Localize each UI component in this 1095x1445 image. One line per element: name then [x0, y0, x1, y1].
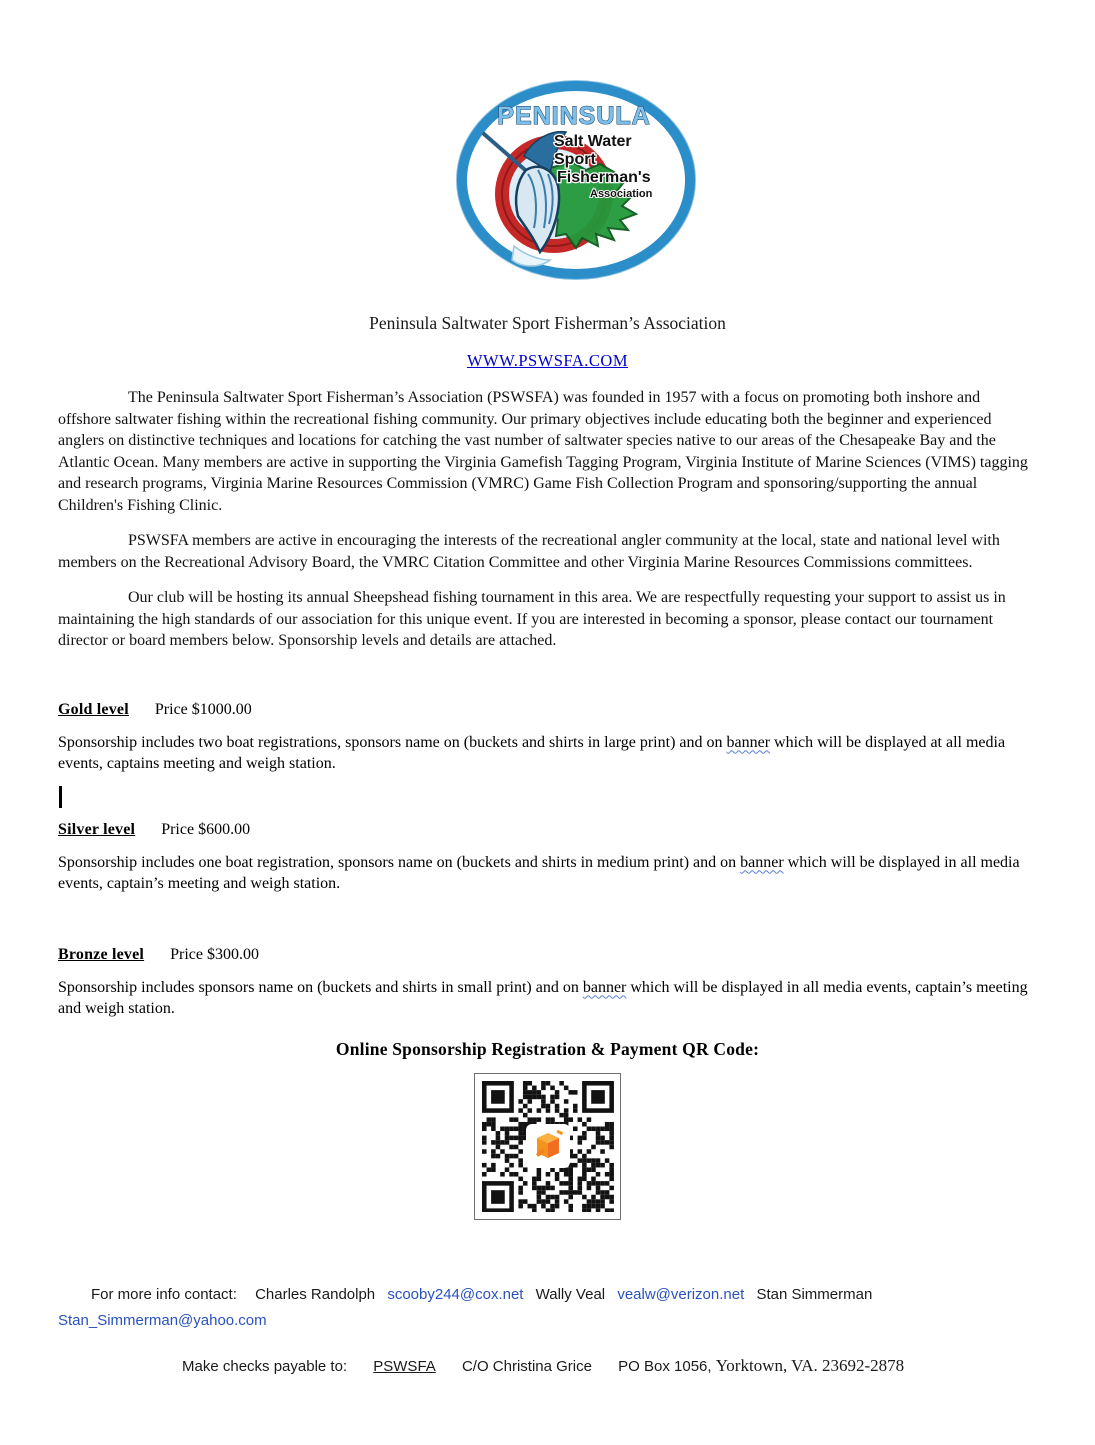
logo-line1-text: Salt Water — [553, 133, 632, 150]
payee-name: PSWSFA — [373, 1357, 436, 1375]
members-paragraph: PSWSFA members are active in encouraging the interests of the recreational angler community at the local, state and national level with members on the Recreational Advisory Board, the VMRC Citation Committee and other Virginia Marine Resources Commissions committees. — [58, 532, 1000, 571]
checks-line — [58, 1356, 1037, 1376]
silver-level-row — [58, 821, 1037, 839]
silver-spellcheck-word: banner — [740, 853, 784, 871]
silver-level-price: Price $600.00 — [161, 820, 251, 838]
qr-center-logo — [526, 1124, 570, 1168]
website-row — [0, 351, 1095, 371]
city-state-zip: Yorktown, VA. 23692-2878 — [715, 1355, 905, 1375]
bronze-desc-after: which will be displayed in all media events, captain’s meeting and weigh station. — [58, 978, 1028, 1017]
bronze-desc-before: Sponsorship includes sponsors name on (buckets and shirts in small print) and on — [58, 978, 583, 996]
contact-name-1: Charles Randolph — [255, 1285, 376, 1303]
logo-line2-text: Sport — [553, 151, 596, 168]
logo-container — [0, 0, 1095, 287]
gold-desc-after: which will be displayed at all media events, captains meeting and weigh station. — [58, 733, 1006, 772]
footer — [58, 1282, 1037, 1376]
contact-name-3: Stan Simmerman — [756, 1285, 873, 1303]
orange-cube-icon — [530, 1128, 566, 1164]
care-of: C/O Christina Grice — [461, 1357, 592, 1375]
contact-line-2 — [58, 1308, 1037, 1333]
contact-line — [58, 1282, 1037, 1307]
text-cursor[interactable] — [59, 786, 62, 808]
logo-name-text: PENINSULA — [496, 102, 651, 130]
contact-name-2: Wally Veal — [535, 1285, 606, 1303]
contact-email-2[interactable]: vealw@verizon.net — [617, 1285, 745, 1303]
po-box: PO Box 1056, — [618, 1357, 712, 1375]
gold-level-row — [58, 701, 1037, 719]
bronze-level-row — [58, 946, 1037, 964]
page-title: Peninsula Saltwater Sport Fisherman’s Association — [369, 313, 726, 333]
contact-email-1[interactable]: scooby244@cox.net — [387, 1285, 524, 1303]
bronze-level-label: Bronze level — [58, 945, 145, 963]
bronze-level-description — [58, 977, 1037, 1020]
logo-line4-text: Association — [589, 188, 652, 200]
silver-desc-before: Sponsorship includes one boat registration, sponsors name on (buckets and shirts in medium print) and on — [58, 853, 741, 871]
intro-paragraph: The Peninsula Saltwater Sport Fisherman’s Association (PSWSFA) was founded in 1957 with a focus on promoting both inshore and offshore saltwater fishing within the recreational fishing community. Our primary objectives include educating both the beginner and experienced anglers on distinctive techniques and locations for catching the vast number of saltwater species native to our areas of the Chesapeake Bay and the Atlantic Ocean. Many members are active in supporting the Virginia Gamefish Tagging Program, Virginia Institute of Marine Sciences (VIMS) tagging and research programs, Virginia Marine Resources Commission (VMRC) Game Fish Collection Program and sponsoring/supporting the annual Children's Fishing Clinic. — [58, 389, 1028, 514]
checks-label: Make checks payable to: — [182, 1357, 348, 1375]
contact-email-3[interactable]: Stan_Simmerman@yahoo.com — [58, 1311, 267, 1329]
silver-level-label: Silver level — [58, 820, 136, 838]
qr-code — [474, 1073, 621, 1220]
contact-label: For more info contact: — [91, 1285, 237, 1303]
silver-level-description — [58, 852, 1037, 895]
gold-level-label: Gold level — [58, 700, 129, 718]
gold-desc-before: Sponsorship includes two boat registrations, sponsors name on (buckets and shirts in large print) and on — [58, 733, 727, 751]
association-logo — [454, 78, 698, 282]
gold-level-price: Price $1000.00 — [154, 700, 252, 718]
gold-spellcheck-word: banner — [726, 733, 771, 751]
silver-desc-after: which will be displayed in all media events, captain’s meeting and weigh station. — [58, 853, 1020, 892]
gold-level-description — [58, 732, 1037, 775]
bronze-level-price: Price $300.00 — [170, 945, 259, 963]
qr-section-heading: Online Sponsorship Registration & Payment QR Code: — [335, 1038, 760, 1059]
bronze-spellcheck-word: banner — [582, 978, 627, 996]
website-link[interactable]: WWW.PSWSFA.COM — [466, 351, 629, 370]
tournament-paragraph: Our club will be hosting its annual Sheepshead fishing tournament in this area. We are respectfully requesting your support to assist us in maintaining the high standards of our association for this unique event. If you are interested in becoming a sponsor, please contact our tournament director or board members below. Sponsorship levels and details are attached. — [58, 589, 1006, 649]
logo-line3-text: Fisherman's — [556, 169, 651, 186]
